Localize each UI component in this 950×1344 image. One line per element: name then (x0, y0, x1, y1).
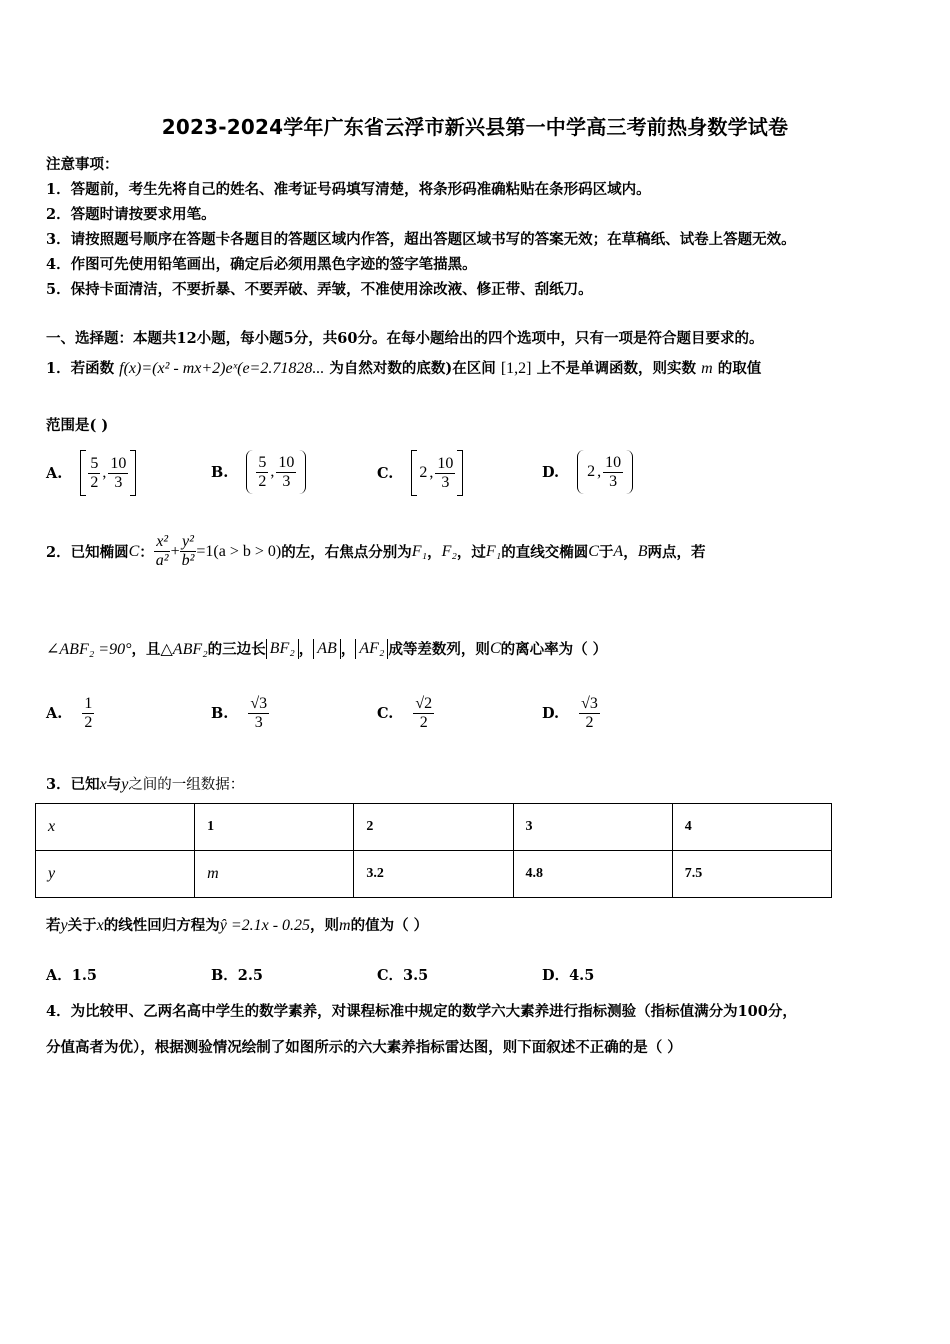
question-4-line1: 4．为比较甲、乙两名高中学生的数学素养，对课程标准中规定的数学六大素养进行指标测验（指标值满分为100分， (46, 1003, 797, 1020)
q1-formula: f(x)=(x² - mx+2)eˣ(e=2.71828... (119, 360, 325, 377)
left-paren (577, 450, 585, 494)
q1-suffix: 上不是单调函数，则实数 (536, 360, 697, 377)
table-cell: 3.2 (354, 851, 513, 898)
q1-option-d[interactable]: D. 2 , $\frac{10}{3}$ (542, 450, 633, 494)
table-cell: 1 (195, 804, 354, 851)
fraction: $\frac{10}{3}$ (110, 454, 127, 491)
q3-option-c[interactable]: C．3.5 (377, 967, 429, 984)
table-cell: y (36, 851, 195, 898)
question-2-line2: ∠ABF₂ =90° ，且 △ABF₂ 的三边长 BF₂ ， AB ， AF₂ 成等差数列，则 C 的离心率为（ ） (46, 639, 608, 658)
notice-item-3: 3．请按照题号顺序在答题卡各题目的答题区域内作答，超出答题区域书写的答案无效；在草稿纸、试卷上答题无效。 (46, 231, 796, 248)
fraction: $\frac{\text{y²}}{\text{b²}}$ (181, 533, 195, 569)
right-paren (298, 450, 306, 494)
right-bracket (130, 450, 136, 496)
q1-var-m: m (701, 360, 713, 377)
table-cell: 2 (354, 804, 513, 851)
q1-option-b-label: B. (211, 463, 229, 481)
table-cell: 4.8 (513, 851, 672, 898)
table-cell: 3 (513, 804, 672, 851)
data-table (35, 803, 832, 898)
q2-option-a[interactable]: A. $\frac{1}{2}$ (46, 695, 93, 731)
fraction: $\frac{5}{2}$ (90, 454, 99, 491)
q2-prefix: 2．已知椭圆 (46, 544, 129, 561)
table-cell: x (36, 804, 195, 851)
q1-option-a[interactable]: A. $\frac{5}{2}$ , $\frac{10}{3}$ (46, 450, 136, 496)
fraction: $\frac{√3}{2}$ (581, 695, 598, 731)
q3-option-b[interactable]: B．2.5 (211, 967, 263, 984)
question-2-line1: 2．已知椭圆 C ： $\frac{\text{x²}}{\text{a²}}$ + $\frac{\text{y²}}{\text{b²}}$ =1(a > b > 0) 的左，右焦点分别为 F₁ ， F₂ ，过 F₁ 的直线交椭圆 C 于 A ， B 两点，若 (46, 533, 706, 569)
fraction: $\frac{√3}{3}$ (250, 695, 268, 731)
q2-option-d[interactable]: D. $\frac{√3}{2}$ (542, 695, 598, 731)
q1-option-a-label: A. (46, 464, 63, 482)
question-1-line2: 范围是( ) (46, 417, 109, 434)
q2-option-c[interactable]: C. $\frac{√2}{2}$ (377, 695, 433, 731)
q1-interval: [1,2] (500, 360, 532, 377)
q1-option-c[interactable]: C. 2 , $\frac{10}{3}$ (377, 450, 463, 496)
notice-item-4: 4．作图可先使用铅笔画出，确定后必须用黑色字迹的签字笔描黑。 (46, 256, 477, 273)
notice-heading: 注意事项： (46, 156, 119, 173)
q1-option-b[interactable]: B. $\frac{5}{2}$ , $\frac{10}{3}$ (211, 450, 306, 494)
exam-title: 2023-2024学年广东省云浮市新兴县第一中学高三考前热身数学试卷 (161, 115, 789, 139)
notice-item-2: 2．答题时请按要求用笔。 (46, 206, 216, 223)
section-heading: 一、选择题：本题共12小题，每小题5分，共60分。在每小题给出的四个选项中，只有一项是符合题目要求的。 (46, 330, 764, 347)
q3-option-d[interactable]: D．4.5 (542, 967, 595, 984)
q2-option-b[interactable]: B. $\frac{√3}{3}$ (211, 695, 268, 731)
right-paren (625, 450, 633, 494)
q1-prefix: 1．若函数 (46, 360, 115, 377)
table-row (36, 851, 832, 898)
fraction: $\frac{1}{2}$ (84, 695, 93, 731)
q1-mid: 为自然对数的底数)在区间 (329, 360, 496, 377)
fraction: $\frac{10}{3}$ (605, 453, 622, 490)
left-paren (246, 450, 254, 494)
left-bracket (80, 450, 86, 496)
question-4-line2: 分值高者为优），根据测验情况绘制了如图所示的六大素养指标雷达图，则下面叙述不正确的是（ ） (46, 1039, 682, 1056)
fraction: $\frac{5}{2}$ (258, 453, 267, 490)
left-bracket (411, 450, 417, 496)
notice-item-1: 1．答题前，考生先将自己的姓名、准考证号码填写清楚，将条形码准确粘贴在条形码区域内。 (46, 181, 651, 198)
fraction: $\frac{10}{3}$ (437, 454, 454, 491)
q1-option-d-label: D. (542, 463, 560, 481)
table-cell: 7.5 (672, 851, 831, 898)
q3-option-a[interactable]: A．1.5 (46, 967, 97, 984)
notice-item-5: 5．保持卡面清洁，不要折暴、不要弄破、弄皱，不准使用涂改液、修正带、刮纸刀。 (46, 281, 593, 298)
table-cell: 4 (672, 804, 831, 851)
table-row (36, 804, 832, 851)
q1-option-c-label: C. (377, 464, 394, 482)
table-cell: m (195, 851, 354, 898)
question-1-line1 (46, 357, 761, 378)
fraction: $\frac{√2}{2}$ (415, 695, 433, 731)
question-3-line2: 若y关于x的线性回归方程为ŷ =2.1x - 0.25，则m的值为（ ） (46, 917, 429, 934)
q1-end: 的取值 (717, 360, 762, 377)
fraction: $\frac{10}{3}$ (278, 453, 295, 490)
right-bracket (457, 450, 463, 496)
fraction: $\frac{\text{x²}}{\text{a²}}$ (155, 533, 169, 569)
question-3-line1: 3．已知x与y之间的一组数据： (46, 776, 245, 793)
